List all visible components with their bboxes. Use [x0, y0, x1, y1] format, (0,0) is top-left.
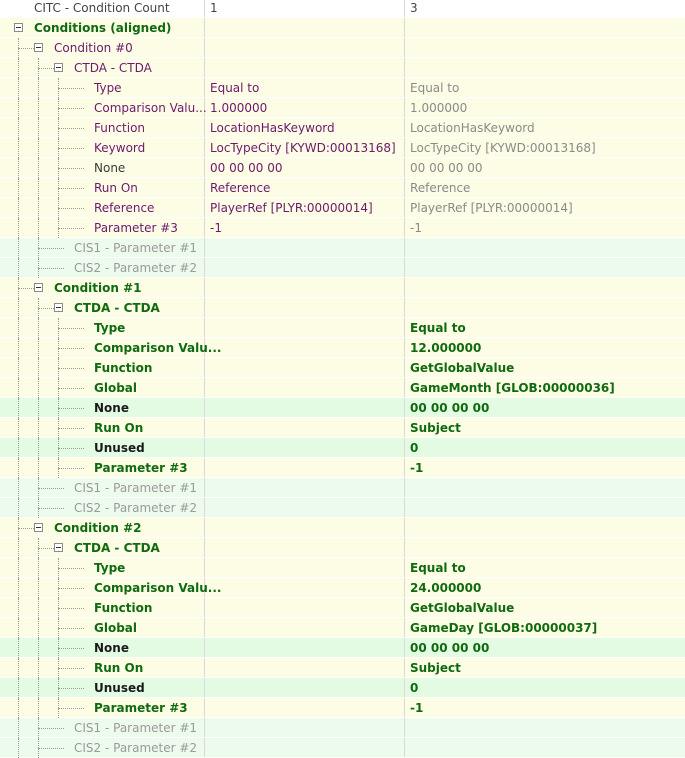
tree-row[interactable] — [0, 38, 685, 58]
column-divider — [204, 118, 205, 137]
value-cell-right[interactable]: 3 — [410, 1, 418, 15]
column-divider — [404, 538, 405, 557]
value-cell-left[interactable]: PlayerRef [PLYR:00000014] — [210, 201, 373, 215]
tree-row[interactable] — [0, 438, 685, 458]
value-cell-left[interactable] — [210, 278, 400, 298]
value-cell-right[interactable]: 0 — [410, 681, 419, 695]
tree-item-label: CIS1 - Parameter #1 — [74, 721, 198, 735]
tree-row[interactable] — [0, 418, 685, 438]
value-cell-right[interactable]: Subject — [410, 661, 461, 675]
tree-item-label: Function — [94, 121, 146, 135]
column-divider — [404, 718, 405, 737]
column-divider — [204, 0, 205, 17]
value-cell-right[interactable] — [410, 238, 685, 258]
value-cell-right[interactable]: LocationHasKeyword — [410, 121, 535, 135]
column-divider — [204, 498, 205, 517]
value-cell-left[interactable] — [210, 638, 400, 658]
column-divider — [204, 438, 205, 457]
collapse-toggle-icon[interactable] — [14, 23, 23, 32]
value-cell-left[interactable]: Equal to — [210, 81, 260, 95]
value-cell-right[interactable] — [410, 258, 685, 278]
column-divider — [404, 198, 405, 217]
value-cell-left[interactable] — [210, 458, 400, 478]
tree-item-label: Run On — [94, 661, 144, 675]
value-cell-right[interactable]: 0 — [410, 441, 419, 455]
value-cell-right[interactable]: GameMonth [GLOB:00000036] — [410, 381, 615, 395]
tree-item-label: Type — [94, 81, 122, 95]
value-cell-left[interactable]: Reference — [210, 181, 271, 195]
value-cell-left[interactable] — [210, 498, 400, 518]
value-cell-left[interactable] — [210, 398, 400, 418]
tree-item-label: CIS2 - Parameter #2 — [74, 741, 198, 755]
value-cell-right[interactable] — [410, 478, 685, 498]
column-divider — [404, 658, 405, 677]
tree-row[interactable] — [0, 158, 685, 178]
column-divider — [404, 58, 405, 77]
tree-row[interactable] — [0, 318, 685, 338]
column-divider — [404, 258, 405, 277]
tree-item-label: Parameter #3 — [94, 221, 178, 235]
tree-row[interactable] — [0, 618, 685, 638]
tree-item-label: Condition #2 — [54, 521, 142, 535]
value-cell-left[interactable]: 1 — [210, 1, 218, 15]
column-divider — [404, 318, 405, 337]
tree-label-cell — [0, 218, 203, 238]
tree-row[interactable] — [0, 198, 685, 218]
column-divider — [204, 598, 205, 617]
column-divider — [404, 358, 405, 377]
tree-row[interactable] — [0, 138, 685, 158]
value-cell-left[interactable]: LocTypeCity [KYWD:00013168] — [210, 141, 396, 155]
tree-row[interactable] — [0, 458, 685, 478]
value-cell-left[interactable] — [210, 238, 400, 258]
column-divider — [204, 478, 205, 497]
tree-label-cell — [0, 718, 203, 738]
tree-label-cell — [0, 18, 203, 38]
tree-label-cell — [0, 478, 203, 498]
value-cell-left[interactable] — [210, 18, 400, 38]
column-divider — [404, 578, 405, 597]
value-cell-left[interactable] — [210, 538, 400, 558]
column-divider — [404, 378, 405, 397]
tree-item-label: Global — [94, 381, 138, 395]
column-divider — [204, 178, 205, 197]
tree-label-cell — [0, 698, 203, 718]
tree-row[interactable] — [0, 578, 685, 598]
tree-label-cell — [0, 338, 222, 358]
tree-item-label: Conditions (aligned) — [34, 21, 172, 35]
collapse-toggle-icon[interactable] — [34, 523, 43, 532]
collapse-toggle-icon[interactable] — [54, 303, 63, 312]
tree-item-label: Type — [94, 321, 126, 335]
value-cell-right[interactable] — [410, 38, 685, 58]
tree-label-cell — [0, 298, 203, 318]
value-cell-right[interactable]: LocTypeCity [KYWD:00013168] — [410, 141, 596, 155]
value-cell-left[interactable]: -1 — [210, 221, 222, 235]
collapse-toggle-icon[interactable] — [54, 543, 63, 552]
column-divider — [204, 418, 205, 437]
value-cell-left[interactable] — [210, 58, 400, 78]
value-cell-left[interactable] — [210, 518, 400, 538]
tree-label-cell — [0, 78, 203, 98]
tree-label-cell — [0, 578, 222, 598]
value-cell-left[interactable] — [210, 38, 400, 58]
column-divider — [204, 218, 205, 237]
value-cell-left[interactable] — [210, 358, 400, 378]
tree-row[interactable] — [0, 638, 685, 658]
column-divider — [404, 738, 405, 757]
value-cell-right[interactable] — [410, 498, 685, 518]
column-divider — [204, 558, 205, 577]
column-divider — [404, 218, 405, 237]
tree-label-cell — [0, 358, 203, 378]
tree-row[interactable] — [0, 278, 685, 298]
column-divider — [204, 458, 205, 477]
column-divider — [204, 18, 205, 37]
column-divider — [404, 498, 405, 517]
tree-item-label: None — [94, 401, 129, 415]
tree-row[interactable] — [0, 358, 685, 378]
value-cell-right[interactable] — [410, 718, 685, 738]
column-divider — [404, 158, 405, 177]
column-divider — [204, 678, 205, 697]
value-cell-left[interactable]: LocationHasKeyword — [210, 121, 335, 135]
column-divider — [204, 138, 205, 157]
value-cell-left[interactable] — [210, 438, 400, 458]
tree-label-cell — [0, 558, 203, 578]
tree-label-cell — [0, 538, 203, 558]
tree-label-cell — [0, 258, 203, 278]
tree-label-cell — [0, 658, 203, 678]
column-divider — [404, 178, 405, 197]
tree-label-cell — [0, 38, 203, 58]
tree-label-cell — [0, 118, 203, 138]
tree-label-cell — [0, 238, 203, 258]
tree-row[interactable] — [0, 58, 685, 78]
value-cell-right[interactable]: PlayerRef [PLYR:00000014] — [410, 201, 573, 215]
value-cell-right[interactable] — [410, 518, 685, 538]
tree-label-cell — [0, 178, 203, 198]
column-divider — [404, 118, 405, 137]
tree-label-cell — [0, 598, 203, 618]
tree-item-label: Parameter #3 — [94, 461, 188, 475]
column-divider — [404, 78, 405, 97]
tree-label-cell — [0, 518, 203, 538]
value-cell-left[interactable] — [210, 658, 400, 678]
tree-item-label: Parameter #3 — [94, 701, 188, 715]
tree-item-label: CIS1 - Parameter #1 — [74, 241, 198, 255]
tree-item-label: Condition #1 — [54, 281, 142, 295]
column-divider — [404, 38, 405, 57]
value-cell-right[interactable] — [410, 58, 685, 78]
value-cell-right[interactable]: 00 00 00 00 — [410, 161, 483, 175]
column-divider — [404, 558, 405, 577]
tree-row[interactable] — [0, 698, 685, 718]
tree-row[interactable] — [0, 298, 685, 318]
collapse-toggle-icon[interactable] — [34, 43, 43, 52]
column-divider — [404, 338, 405, 357]
tree-item-label: Comparison Valu... — [94, 101, 207, 115]
value-cell-right[interactable]: 24.000000 — [410, 581, 482, 595]
collapse-toggle-icon[interactable] — [54, 63, 63, 72]
tree-label-cell — [0, 198, 203, 218]
tree-item-label: CIS2 - Parameter #2 — [74, 501, 198, 515]
tree-label-cell — [0, 318, 203, 338]
value-cell-left[interactable] — [210, 598, 400, 618]
value-cell-right[interactable]: -1 — [410, 461, 424, 475]
tree-label-cell — [0, 58, 203, 78]
tree-item-label: CTDA - CTDA — [74, 541, 160, 555]
tree-row[interactable] — [0, 718, 685, 738]
value-cell-right[interactable]: 00 00 00 00 — [410, 641, 490, 655]
value-cell-right[interactable]: GetGlobalValue — [410, 601, 515, 615]
column-divider — [404, 598, 405, 617]
column-divider — [204, 198, 205, 217]
tree-label-cell — [0, 158, 203, 178]
tree-item-label: CTDA - CTDA — [74, 301, 160, 315]
column-divider — [204, 318, 205, 337]
value-cell-right[interactable]: Equal to — [410, 561, 466, 575]
column-divider — [404, 238, 405, 257]
value-cell-right[interactable]: Subject — [410, 421, 461, 435]
column-divider — [204, 378, 205, 397]
value-cell-left[interactable] — [210, 258, 400, 278]
column-divider — [404, 518, 405, 537]
tree-label-cell — [0, 378, 203, 398]
tree-label-cell — [0, 498, 203, 518]
tree-label-cell — [0, 98, 207, 118]
value-cell-left[interactable] — [210, 378, 400, 398]
column-divider — [404, 18, 405, 37]
column-divider — [404, 698, 405, 717]
column-divider — [204, 38, 205, 57]
value-cell-left[interactable] — [210, 718, 400, 738]
tree-item-label: Unused — [94, 681, 145, 695]
tree-label-cell — [0, 438, 203, 458]
value-cell-right[interactable]: GetGlobalValue — [410, 361, 515, 375]
tree-row[interactable] — [0, 518, 685, 538]
value-cell-right[interactable]: Equal to — [410, 81, 460, 95]
value-cell-right[interactable]: -1 — [410, 701, 424, 715]
tree-item-label: Run On — [94, 181, 138, 195]
tree-item-label: Comparison Valu... — [94, 581, 222, 595]
tree-row[interactable] — [0, 598, 685, 618]
tree-label-cell — [0, 278, 203, 298]
tree-row[interactable] — [0, 478, 685, 498]
tree-row[interactable] — [0, 0, 685, 18]
tree-item-label: Condition #0 — [54, 41, 133, 55]
tree-item-label: CITC - Condition Count — [34, 1, 170, 15]
column-divider — [204, 258, 205, 277]
column-divider — [204, 238, 205, 257]
value-cell-left[interactable]: 00 00 00 00 — [210, 161, 283, 175]
tree-item-label: Function — [94, 361, 153, 375]
collapse-toggle-icon[interactable] — [34, 283, 43, 292]
column-divider — [404, 278, 405, 297]
column-divider — [204, 158, 205, 177]
column-divider — [204, 398, 205, 417]
value-cell-left[interactable] — [210, 298, 400, 318]
value-cell-left[interactable] — [210, 558, 400, 578]
value-cell-right[interactable] — [410, 538, 685, 558]
value-cell-left[interactable] — [210, 318, 400, 338]
tree-item-label: Function — [94, 601, 153, 615]
tree-label-cell — [0, 0, 203, 18]
column-divider — [404, 438, 405, 457]
column-divider — [404, 0, 405, 17]
tree-label-cell — [0, 738, 203, 758]
tree-row[interactable] — [0, 538, 685, 558]
tree-row[interactable] — [0, 558, 685, 578]
tree-item-label: Run On — [94, 421, 144, 435]
tree-row[interactable] — [0, 78, 685, 98]
column-divider — [404, 138, 405, 157]
value-cell-left[interactable]: 1.000000 — [210, 101, 268, 115]
tree-item-label: Reference — [94, 201, 155, 215]
tree-row[interactable] — [0, 498, 685, 518]
tree-row[interactable] — [0, 218, 685, 238]
value-cell-right[interactable] — [410, 738, 685, 758]
column-divider — [404, 478, 405, 497]
column-divider — [404, 678, 405, 697]
tree-item-label: Global — [94, 621, 138, 635]
value-cell-left[interactable] — [210, 578, 400, 598]
value-cell-right[interactable] — [410, 298, 685, 318]
column-divider — [204, 518, 205, 537]
tree-item-label: CTDA - CTDA — [74, 61, 152, 75]
value-cell-right[interactable] — [410, 18, 685, 38]
column-divider — [204, 538, 205, 557]
column-divider — [404, 398, 405, 417]
tree-item-label: Comparison Valu... — [94, 341, 222, 355]
value-cell-left[interactable] — [210, 418, 400, 438]
value-cell-right[interactable]: GameDay [GLOB:00000037] — [410, 621, 598, 635]
column-divider — [404, 98, 405, 117]
tree-row[interactable] — [0, 118, 685, 138]
value-cell-left[interactable] — [210, 618, 400, 638]
value-cell-left[interactable] — [210, 738, 400, 758]
value-cell-right[interactable] — [410, 278, 685, 298]
value-cell-left[interactable] — [210, 478, 400, 498]
column-divider — [204, 718, 205, 737]
value-cell-right[interactable]: -1 — [410, 221, 422, 235]
tree-row[interactable] — [0, 378, 685, 398]
tree-label-cell — [0, 418, 203, 438]
tree-label-cell — [0, 638, 203, 658]
tree-row[interactable] — [0, 98, 685, 118]
value-cell-right[interactable]: 1.000000 — [410, 101, 468, 115]
column-divider — [404, 298, 405, 317]
tree-row[interactable] — [0, 18, 685, 38]
tree-item-label: Unused — [94, 441, 145, 455]
tree-item-label: Keyword — [94, 141, 146, 155]
tree-row[interactable] — [0, 398, 685, 418]
column-divider — [204, 618, 205, 637]
tree-label-cell — [0, 458, 203, 478]
tree-row[interactable] — [0, 678, 685, 698]
tree-row[interactable] — [0, 338, 685, 358]
column-divider — [404, 638, 405, 657]
tree-label-cell — [0, 618, 203, 638]
tree-item-label: CIS2 - Parameter #2 — [74, 261, 198, 275]
value-cell-right[interactable]: 00 00 00 00 — [410, 401, 490, 415]
tree-item-label: None — [94, 641, 129, 655]
column-divider — [204, 658, 205, 677]
tree-row[interactable] — [0, 178, 685, 198]
value-cell-left[interactable] — [210, 338, 400, 358]
column-divider — [204, 58, 205, 77]
column-divider — [204, 738, 205, 757]
column-divider — [404, 418, 405, 437]
column-divider — [404, 458, 405, 477]
tree-row[interactable] — [0, 658, 685, 678]
value-cell-left[interactable] — [210, 678, 400, 698]
column-divider — [204, 278, 205, 297]
value-cell-right[interactable]: 12.000000 — [410, 341, 482, 355]
tree-row[interactable] — [0, 258, 685, 278]
value-cell-left[interactable] — [210, 698, 400, 718]
tree-item-label: Type — [94, 561, 126, 575]
column-divider — [204, 78, 205, 97]
tree-item-label: CIS1 - Parameter #1 — [74, 481, 198, 495]
value-cell-right[interactable]: Reference — [410, 181, 471, 195]
column-divider — [204, 358, 205, 377]
tree-label-cell — [0, 138, 203, 158]
column-divider — [204, 698, 205, 717]
tree-row[interactable] — [0, 238, 685, 258]
tree-row[interactable] — [0, 738, 685, 758]
column-divider — [404, 618, 405, 637]
value-cell-right[interactable]: Equal to — [410, 321, 466, 335]
column-divider — [204, 298, 205, 317]
column-divider — [204, 638, 205, 657]
tree-item-label: None — [94, 161, 126, 175]
tree-label-cell — [0, 678, 203, 698]
tree-label-cell — [0, 398, 203, 418]
